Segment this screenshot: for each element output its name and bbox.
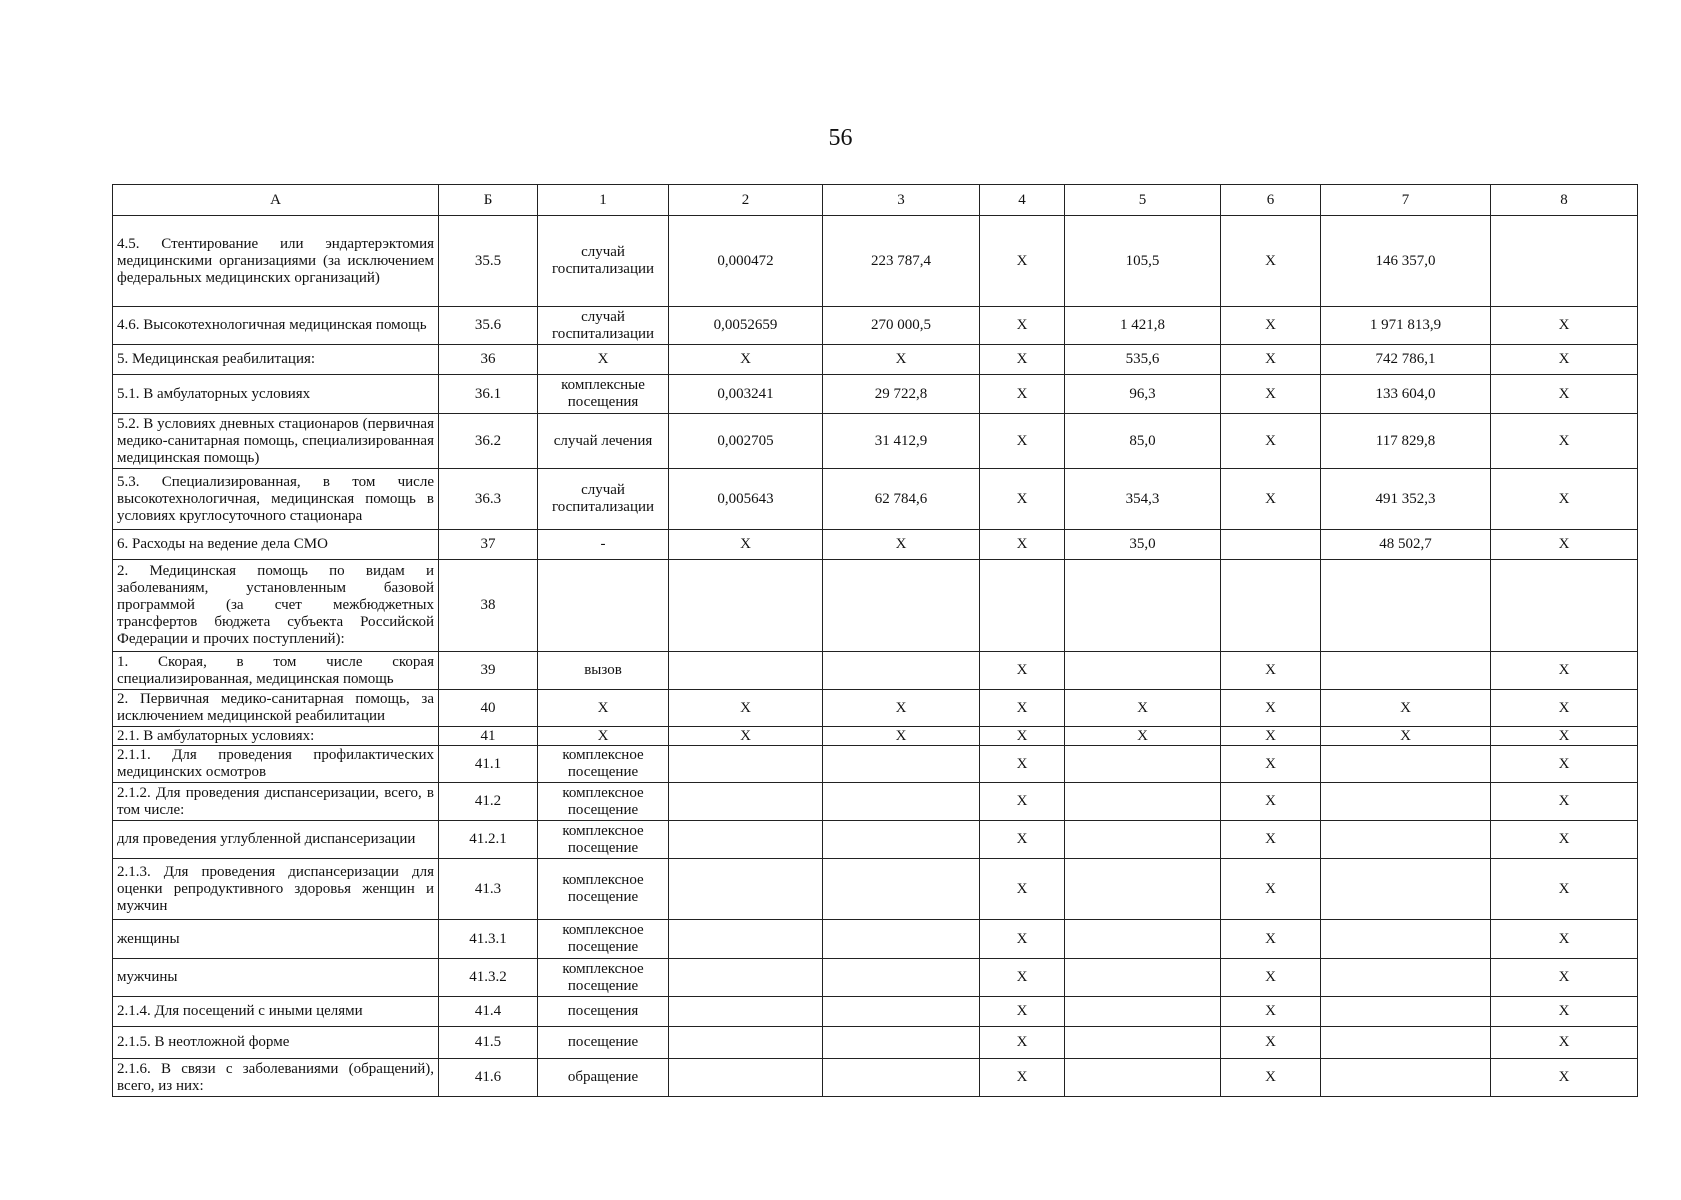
row-label: 2.1.5. В неотложной форме: [113, 1027, 439, 1059]
table-cell: комплексное посещение: [538, 920, 669, 959]
row-code: 41.2.1: [439, 821, 538, 859]
table-cell: 0,005643: [669, 469, 823, 530]
table-cell: X: [823, 690, 980, 727]
table-cell: X: [1491, 530, 1638, 560]
table-cell: X: [1221, 307, 1321, 345]
table-row: [113, 560, 1638, 652]
table-cell: комплексные посещения: [538, 375, 669, 414]
column-header: 4: [980, 185, 1065, 216]
table-cell: X: [538, 690, 669, 727]
table-cell: [1321, 783, 1491, 821]
table-cell: X: [1491, 375, 1638, 414]
row-code: 37: [439, 530, 538, 560]
table-cell: X: [1491, 414, 1638, 469]
row-code: 39: [439, 652, 538, 690]
table-cell: [1491, 560, 1638, 652]
column-header: 1: [538, 185, 669, 216]
row-label: 2.1.2. Для проведения диспансеризации, всего, в том числе:: [113, 783, 439, 821]
table-cell: случай госпитализации: [538, 469, 669, 530]
table-cell: комплексное посещение: [538, 746, 669, 783]
table-cell: X: [1491, 997, 1638, 1027]
table-cell: 62 784,6: [823, 469, 980, 530]
table-cell: X: [1221, 959, 1321, 997]
table-cell: X: [1221, 414, 1321, 469]
row-code: 38: [439, 560, 538, 652]
column-header: 5: [1065, 185, 1221, 216]
table-cell: X: [1065, 727, 1221, 746]
row-label: 4.6. Высокотехнологичная медицинская помощь: [113, 307, 439, 345]
table-cell: [1321, 920, 1491, 959]
table-row: [113, 920, 1638, 959]
table-cell: X: [980, 821, 1065, 859]
row-label: 5.1. В амбулаторных условиях: [113, 375, 439, 414]
table-row: [113, 1027, 1638, 1059]
row-label: 2.1.1. Для проведения профилактических медицинских осмотров: [113, 746, 439, 783]
table-cell: X: [669, 345, 823, 375]
table-row: [113, 690, 1638, 727]
table-cell: 85,0: [1065, 414, 1221, 469]
table-cell: X: [1221, 1027, 1321, 1059]
table-cell: X: [823, 530, 980, 560]
table-cell: X: [980, 216, 1065, 307]
table-cell: 270 000,5: [823, 307, 980, 345]
table-row: [113, 469, 1638, 530]
table-cell: [823, 746, 980, 783]
table-cell: X: [1221, 727, 1321, 746]
column-header: 3: [823, 185, 980, 216]
table-cell: [1321, 821, 1491, 859]
row-label: 2.1. В амбулаторных условиях:: [113, 727, 439, 746]
table-cell: 1 421,8: [1065, 307, 1221, 345]
table-cell: случай госпитализации: [538, 216, 669, 307]
row-code: 41.5: [439, 1027, 538, 1059]
table-cell: [1321, 1027, 1491, 1059]
table-cell: 742 786,1: [1321, 345, 1491, 375]
table-cell: [980, 560, 1065, 652]
table-cell: [669, 1059, 823, 1097]
table-cell: [1065, 783, 1221, 821]
table-cell: [669, 746, 823, 783]
table-row: [113, 746, 1638, 783]
row-label: 2. Медицинская помощь по видам и заболеваниям, установленным базовой программой (за счет межбюджетных трансфертов бюджета субъекта Российской Федерации и прочих поступлений):: [113, 560, 439, 652]
row-label: 5. Медицинская реабилитация:: [113, 345, 439, 375]
row-code: 41.6: [439, 1059, 538, 1097]
table-cell: [669, 997, 823, 1027]
table-cell: -: [538, 530, 669, 560]
table-cell: X: [980, 920, 1065, 959]
table-cell: X: [980, 530, 1065, 560]
table-cell: [823, 997, 980, 1027]
table-cell: [1065, 959, 1221, 997]
table-cell: X: [1491, 469, 1638, 530]
table-cell: X: [1491, 727, 1638, 746]
table-cell: 535,6: [1065, 345, 1221, 375]
table-cell: случай лечения: [538, 414, 669, 469]
table-cell: X: [980, 375, 1065, 414]
table-cell: 0,0052659: [669, 307, 823, 345]
table-cell: X: [980, 307, 1065, 345]
table-cell: [1491, 216, 1638, 307]
row-code: 41.1: [439, 746, 538, 783]
table-cell: посещение: [538, 1027, 669, 1059]
row-code: 36.3: [439, 469, 538, 530]
row-label: 2.1.4. Для посещений с иными целями: [113, 997, 439, 1027]
table-row: [113, 1059, 1638, 1097]
table-cell: X: [1221, 345, 1321, 375]
table-cell: X: [1221, 690, 1321, 727]
table-cell: X: [980, 783, 1065, 821]
table-cell: X: [1491, 821, 1638, 859]
table-cell: X: [1321, 690, 1491, 727]
table-cell: [669, 859, 823, 920]
table-cell: посещения: [538, 997, 669, 1027]
row-code: 35.5: [439, 216, 538, 307]
column-header: 2: [669, 185, 823, 216]
row-code: 41: [439, 727, 538, 746]
data-table: [112, 184, 1638, 1097]
table-row: [113, 530, 1638, 560]
table-row: [113, 307, 1638, 345]
table-cell: [1065, 1027, 1221, 1059]
table-cell: [1321, 746, 1491, 783]
table-cell: X: [1491, 746, 1638, 783]
table-cell: X: [1221, 920, 1321, 959]
table-cell: [823, 1027, 980, 1059]
table-cell: X: [980, 727, 1065, 746]
table-cell: [1065, 920, 1221, 959]
table-cell: X: [1491, 652, 1638, 690]
table-cell: X: [980, 652, 1065, 690]
table-cell: X: [980, 690, 1065, 727]
table-cell: [1065, 997, 1221, 1027]
table-cell: комплексное посещение: [538, 959, 669, 997]
table-cell: [1321, 997, 1491, 1027]
table-cell: X: [1491, 690, 1638, 727]
table-row: [113, 727, 1638, 746]
table-cell: [1065, 821, 1221, 859]
table-cell: X: [980, 859, 1065, 920]
row-code: 41.3.1: [439, 920, 538, 959]
table-cell: X: [1491, 1059, 1638, 1097]
table-cell: [1321, 1059, 1491, 1097]
table-cell: X: [1221, 216, 1321, 307]
table-cell: [823, 821, 980, 859]
table-cell: X: [980, 959, 1065, 997]
table-cell: [823, 783, 980, 821]
table-cell: комплексное посещение: [538, 821, 669, 859]
table-cell: X: [669, 530, 823, 560]
table-cell: X: [538, 345, 669, 375]
table-cell: 35,0: [1065, 530, 1221, 560]
table-cell: случай госпитализации: [538, 307, 669, 345]
table-cell: [669, 1027, 823, 1059]
table-cell: 29 722,8: [823, 375, 980, 414]
table-cell: [823, 959, 980, 997]
table-cell: вызов: [538, 652, 669, 690]
row-code: 41.3: [439, 859, 538, 920]
table-cell: [669, 783, 823, 821]
table-cell: [1065, 1059, 1221, 1097]
table-cell: 133 604,0: [1321, 375, 1491, 414]
table-cell: X: [669, 690, 823, 727]
table-body: [113, 216, 1638, 1097]
table-row: [113, 783, 1638, 821]
column-header: 8: [1491, 185, 1638, 216]
row-code: 41.4: [439, 997, 538, 1027]
column-header: 7: [1321, 185, 1491, 216]
table-cell: X: [1221, 652, 1321, 690]
table-cell: X: [1221, 821, 1321, 859]
row-label: мужчины: [113, 959, 439, 997]
table-cell: [1065, 859, 1221, 920]
table-cell: X: [538, 727, 669, 746]
row-code: 36.2: [439, 414, 538, 469]
table-cell: [1321, 652, 1491, 690]
table-row: [113, 821, 1638, 859]
table-cell: [1321, 560, 1491, 652]
table-cell: X: [1221, 997, 1321, 1027]
row-code: 41.2: [439, 783, 538, 821]
table-cell: X: [823, 345, 980, 375]
table-cell: [669, 959, 823, 997]
table-cell: X: [823, 727, 980, 746]
table-cell: 48 502,7: [1321, 530, 1491, 560]
table-cell: [1065, 746, 1221, 783]
table-row: [113, 345, 1638, 375]
table-cell: X: [980, 469, 1065, 530]
table-cell: X: [1321, 727, 1491, 746]
row-label: 2.1.6. В связи с заболеваниями (обращений), всего, из них:: [113, 1059, 439, 1097]
table-row: [113, 652, 1638, 690]
table-cell: [669, 821, 823, 859]
table-cell: X: [1491, 307, 1638, 345]
table-cell: [1221, 560, 1321, 652]
table-cell: [823, 920, 980, 959]
row-label: женщины: [113, 920, 439, 959]
table-cell: 1 971 813,9: [1321, 307, 1491, 345]
page-number: 56: [828, 125, 853, 151]
table-cell: [669, 560, 823, 652]
table-cell: X: [1221, 469, 1321, 530]
table-cell: X: [1491, 859, 1638, 920]
table-row: [113, 859, 1638, 920]
table-cell: комплексное посещение: [538, 859, 669, 920]
table-cell: X: [1065, 690, 1221, 727]
row-code: 36.1: [439, 375, 538, 414]
table-cell: X: [980, 997, 1065, 1027]
table-cell: [669, 920, 823, 959]
table-cell: [823, 652, 980, 690]
table-cell: X: [1221, 746, 1321, 783]
row-code: 40: [439, 690, 538, 727]
row-label: 6. Расходы на ведение дела СМО: [113, 530, 439, 560]
row-label: для проведения углубленной диспансеризации: [113, 821, 439, 859]
table-cell: [538, 560, 669, 652]
row-label: 5.3. Специализированная, в том числе высокотехнологичная, медицинская помощь в условиях круглосуточного стационара: [113, 469, 439, 530]
row-code: 41.3.2: [439, 959, 538, 997]
table-cell: 223 787,4: [823, 216, 980, 307]
column-header: 6: [1221, 185, 1321, 216]
table-cell: X: [1491, 959, 1638, 997]
table-cell: X: [980, 1059, 1065, 1097]
table-cell: 0,000472: [669, 216, 823, 307]
table-cell: X: [980, 1027, 1065, 1059]
table-cell: комплексное посещение: [538, 783, 669, 821]
column-header: Б: [439, 185, 538, 216]
table-cell: 105,5: [1065, 216, 1221, 307]
table-cell: [1321, 959, 1491, 997]
table-cell: X: [1221, 859, 1321, 920]
table-cell: X: [980, 345, 1065, 375]
table-cell: X: [669, 727, 823, 746]
table-cell: 491 352,3: [1321, 469, 1491, 530]
row-label: 1. Скорая, в том числе скорая специализированная, медицинская помощь: [113, 652, 439, 690]
table-cell: [823, 1059, 980, 1097]
table-cell: 96,3: [1065, 375, 1221, 414]
row-label: 2.1.3. Для проведения диспансеризации для оценки репродуктивного здоровья женщин и мужчин: [113, 859, 439, 920]
table-cell: 31 412,9: [823, 414, 980, 469]
row-code: 35.6: [439, 307, 538, 345]
row-code: 36: [439, 345, 538, 375]
table-cell: X: [980, 414, 1065, 469]
row-label: 4.5. Стентирование или эндартерэктомия медицинскими организациями (за исключением федеральных медицинских организаций): [113, 216, 439, 307]
table-cell: обращение: [538, 1059, 669, 1097]
table-row: [113, 959, 1638, 997]
row-label: 5.2. В условиях дневных стационаров (первичная медико-санитарная помощь, специализированная медицинская помощь): [113, 414, 439, 469]
table-cell: X: [1491, 345, 1638, 375]
column-header: А: [113, 185, 439, 216]
table-cell: X: [1491, 920, 1638, 959]
table-cell: 146 357,0: [1321, 216, 1491, 307]
table-cell: [1221, 530, 1321, 560]
column-header-row: [113, 185, 1638, 216]
table-cell: X: [1221, 375, 1321, 414]
table-cell: [823, 560, 980, 652]
table-cell: X: [1221, 1059, 1321, 1097]
table-cell: 0,003241: [669, 375, 823, 414]
table-cell: X: [980, 746, 1065, 783]
table-cell: [1065, 652, 1221, 690]
row-label: 2. Первичная медико-санитарная помощь, за исключением медицинской реабилитации: [113, 690, 439, 727]
table-cell: [1065, 560, 1221, 652]
table-cell: 354,3: [1065, 469, 1221, 530]
table-cell: X: [1221, 783, 1321, 821]
table-cell: X: [1491, 783, 1638, 821]
table-row: [113, 216, 1638, 307]
table-row: [113, 997, 1638, 1027]
table-cell: 0,002705: [669, 414, 823, 469]
table-cell: [669, 652, 823, 690]
table-cell: X: [1491, 1027, 1638, 1059]
table-row: [113, 375, 1638, 414]
table-cell: [1321, 859, 1491, 920]
table-cell: [823, 859, 980, 920]
table-row: [113, 414, 1638, 469]
table-cell: 117 829,8: [1321, 414, 1491, 469]
